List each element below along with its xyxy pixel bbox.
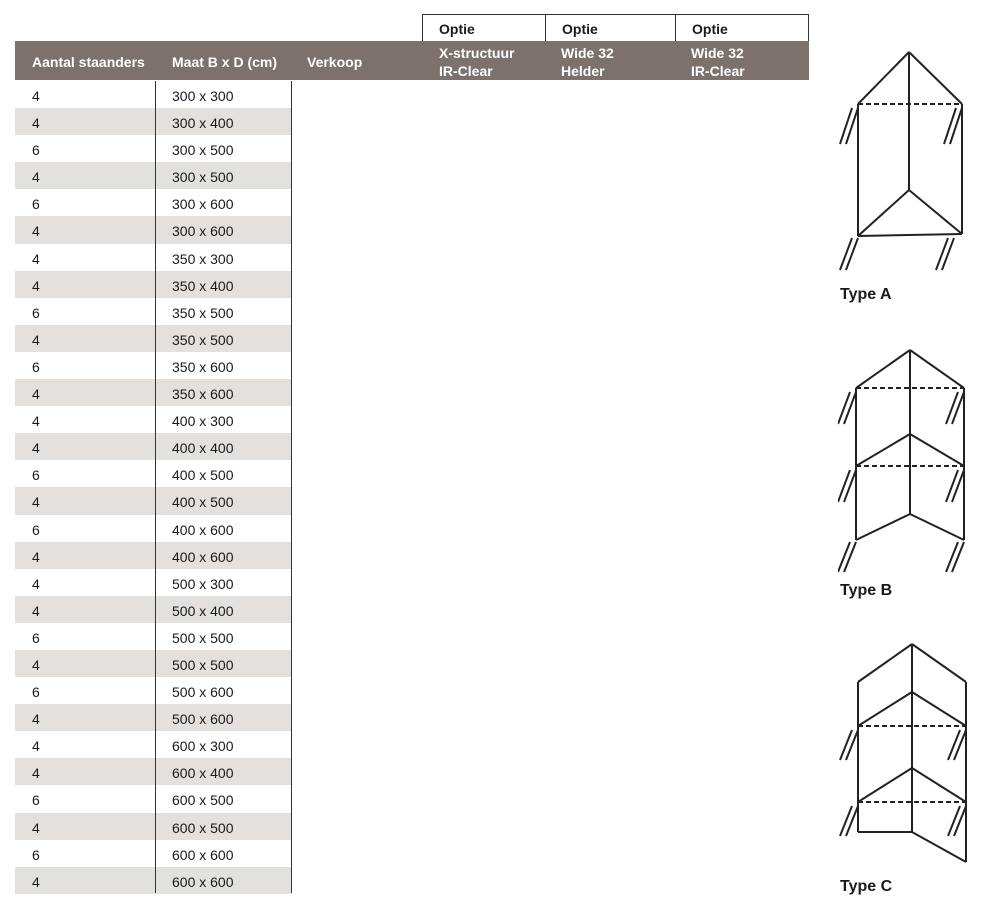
table-row — [15, 569, 292, 596]
staanders-cell: 6 — [32, 629, 40, 646]
col-header-option-1-line1: X-structuur — [439, 45, 515, 61]
maat-cell: 500 x 600 — [172, 684, 234, 701]
table-row — [15, 813, 292, 840]
staanders-cell: 6 — [32, 846, 40, 863]
maat-cell: 400 x 500 — [172, 494, 234, 511]
table-row — [15, 515, 292, 542]
maat-cell: 500 x 500 — [172, 629, 234, 646]
option-header-1: Optie — [422, 14, 546, 41]
col-header-option-3-line2: IR-Clear — [691, 63, 745, 79]
table-row — [15, 406, 292, 433]
maat-cell: 400 x 500 — [172, 467, 234, 484]
staanders-cell: 4 — [32, 386, 40, 403]
column-divider — [291, 81, 292, 893]
maat-cell: 300 x 400 — [172, 115, 234, 132]
table-row — [15, 596, 292, 623]
table-header — [15, 41, 809, 80]
staanders-cell: 4 — [32, 765, 40, 782]
staanders-cell: 4 — [32, 115, 40, 132]
maat-cell: 400 x 600 — [172, 548, 234, 565]
col-header-option-2-line2: Helder — [561, 63, 605, 79]
staanders-cell: 6 — [32, 467, 40, 484]
table-row — [15, 487, 292, 514]
staanders-cell: 4 — [32, 88, 40, 104]
staanders-cell: 6 — [32, 196, 40, 213]
table-row — [15, 867, 292, 894]
staanders-cell: 4 — [32, 711, 40, 728]
maat-cell: 350 x 600 — [172, 358, 234, 375]
staanders-cell: 4 — [32, 656, 40, 673]
col-header-option-2-line1: Wide 32 — [561, 45, 614, 61]
type-a-drawing — [838, 48, 978, 278]
staanders-cell: 6 — [32, 142, 40, 159]
table-row — [15, 81, 292, 108]
table-row — [15, 162, 292, 189]
maat-cell: 350 x 300 — [172, 250, 234, 267]
col-header-option-3 — [691, 44, 745, 80]
col-header-staanders: Aantal staanders — [32, 54, 145, 70]
maat-cell: 600 x 400 — [172, 765, 234, 782]
maat-cell: 600 x 500 — [172, 819, 234, 836]
maat-cell: 350 x 400 — [172, 277, 234, 294]
maat-cell: 300 x 600 — [172, 223, 234, 240]
option-header-3: Optie — [675, 14, 809, 41]
table-row — [15, 460, 292, 487]
table-row — [15, 650, 292, 677]
col-header-option-3-line1: Wide 32 — [691, 45, 744, 61]
staanders-cell: 4 — [32, 331, 40, 348]
staanders-cell: 4 — [32, 873, 40, 890]
staanders-cell: 6 — [32, 792, 40, 809]
table-row — [15, 352, 292, 379]
staanders-cell: 4 — [32, 440, 40, 457]
table-row — [15, 325, 292, 352]
staanders-cell: 4 — [32, 602, 40, 619]
table-row — [15, 135, 292, 162]
table-row — [15, 785, 292, 812]
table-body — [15, 81, 292, 894]
staanders-cell: 4 — [32, 819, 40, 836]
maat-cell: 400 x 400 — [172, 440, 234, 457]
maat-cell: 400 x 600 — [172, 521, 234, 538]
table-row — [15, 704, 292, 731]
col-header-maat: Maat B x D (cm) — [172, 54, 278, 70]
staanders-cell: 6 — [32, 684, 40, 701]
col-header-option-2 — [561, 44, 614, 80]
maat-cell: 500 x 300 — [172, 575, 234, 592]
staanders-cell: 6 — [32, 358, 40, 375]
table-row — [15, 379, 292, 406]
type-c-drawing — [838, 640, 978, 870]
table-row — [15, 840, 292, 867]
table-row — [15, 731, 292, 758]
staanders-cell: 4 — [32, 277, 40, 294]
table-row — [15, 216, 292, 243]
table-row — [15, 758, 292, 785]
staanders-cell: 4 — [32, 548, 40, 565]
type-a-label: Type A — [840, 286, 892, 303]
staanders-cell: 4 — [32, 223, 40, 240]
maat-cell: 350 x 500 — [172, 331, 234, 348]
table-row — [15, 298, 292, 325]
maat-cell: 600 x 600 — [172, 846, 234, 863]
type-b-label: Type B — [840, 582, 893, 599]
maat-cell: 500 x 600 — [172, 711, 234, 728]
staanders-cell: 4 — [32, 575, 40, 592]
maat-cell: 400 x 300 — [172, 413, 234, 430]
option-header-2: Optie — [545, 14, 676, 41]
table-row — [15, 244, 292, 271]
maat-cell: 350 x 500 — [172, 304, 234, 321]
maat-cell: 300 x 500 — [172, 142, 234, 159]
maat-cell: 300 x 600 — [172, 196, 234, 213]
col-header-verkoop: Verkoop — [307, 54, 363, 70]
staanders-cell: 6 — [32, 521, 40, 538]
column-divider — [155, 81, 156, 893]
table-row — [15, 433, 292, 460]
table-row — [15, 542, 292, 569]
maat-cell: 350 x 600 — [172, 386, 234, 403]
maat-cell: 500 x 400 — [172, 602, 234, 619]
staanders-cell: 6 — [32, 304, 40, 321]
table-row — [15, 189, 292, 216]
col-header-option-1-line2: IR-Clear — [439, 63, 493, 79]
staanders-cell: 4 — [32, 738, 40, 755]
col-header-option-1 — [439, 44, 514, 80]
options-header-row — [422, 14, 809, 41]
staanders-cell: 4 — [32, 169, 40, 186]
staanders-cell: 4 — [32, 250, 40, 267]
maat-cell: 500 x 500 — [172, 656, 234, 673]
table-row — [15, 271, 292, 298]
maat-cell: 600 x 600 — [172, 873, 234, 890]
table-row — [15, 677, 292, 704]
staanders-cell: 4 — [32, 494, 40, 511]
maat-cell: 300 x 500 — [172, 169, 234, 186]
maat-cell: 600 x 300 — [172, 738, 234, 755]
maat-cell: 600 x 500 — [172, 792, 234, 809]
maat-cell: 300 x 300 — [172, 88, 234, 104]
type-c-label: Type C — [840, 878, 893, 895]
table-row — [15, 108, 292, 135]
type-b-drawing — [838, 346, 978, 576]
staanders-cell: 4 — [32, 413, 40, 430]
table-row — [15, 623, 292, 650]
